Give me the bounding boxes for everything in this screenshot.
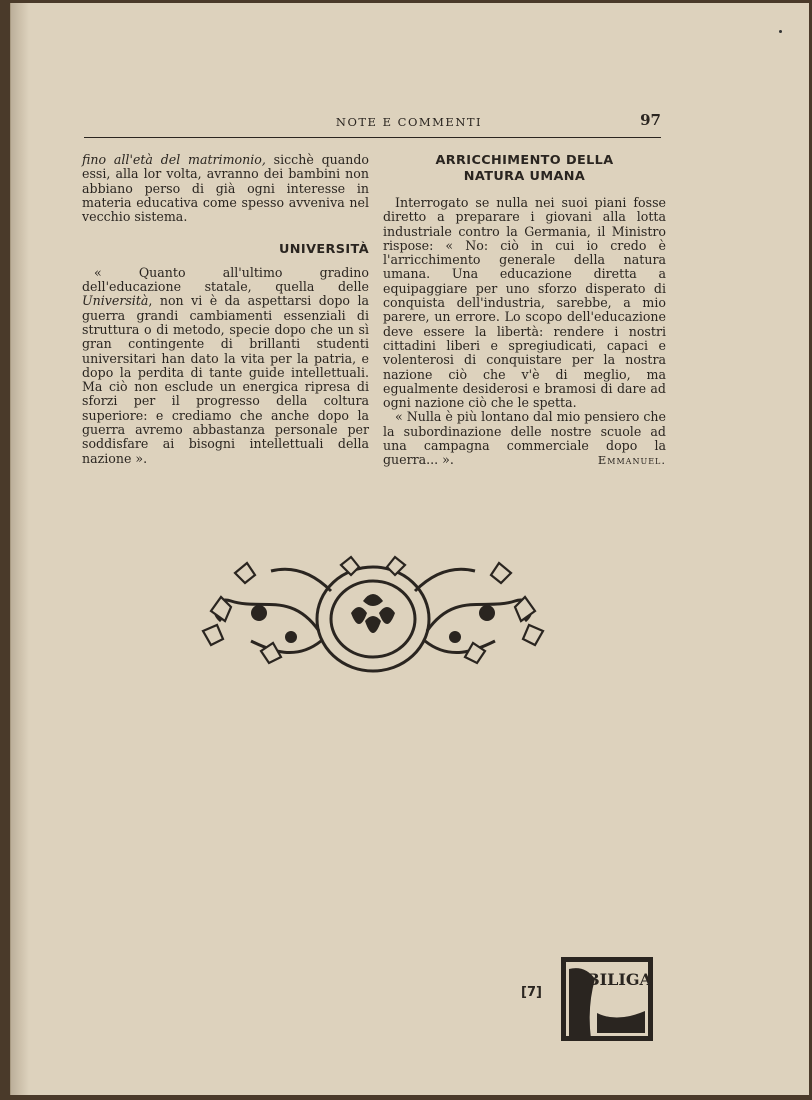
continuation-italic: fino all'età del matrimonio, [82,152,266,167]
section-title-line2: NATURA UMANA [463,169,586,184]
ink-speck [779,30,782,33]
running-head: NOTE E COMMENTI [335,115,483,129]
universita-paragraph [82,266,369,466]
continuation-paragraph [82,153,369,224]
page-header [84,113,661,138]
arricchimento-paragraph-2 [383,410,666,467]
continuation-text: sicchè quando essi, alla lor volta, avranno dei bambini non abbiano perso di già ogni interesse in materia educativa come spesso avveniva nel vecchio sistema. [82,152,370,225]
arricchimento-paragraph-2-text: « Nulla è più lontano dal mio pensiero che la subordinazione delle nostre scuole ad una campagna commerciale dopo la guerra... ». [383,409,666,468]
signature-mark: [7] [521,985,542,1000]
universita-text-italic: Università [82,293,149,309]
ex-libris-lettering: BILIGA [586,970,652,989]
page-number: 97 [640,111,661,129]
left-column [82,153,369,466]
arricchimento-paragraph-1: Interrogato se nulla nei suoi piani fosse diretto a preparare i giovani alla lotta industriale contro la Germania, il Ministro rispose: « No: ciò in cui io credo è l'arricchimento generale della natura umana. Una educazione diretta a equipaggiare per uno sforzo disperato di conquista dell'industria, sarebbe, a mio parere, un errore. Lo scopo dell'educazione deve essere la libertà: rendere i nostri cittadini liberi e spregiudicati, capaci e volenterosi di conquistare per la nostra nazione ciò che v'è di meglio, ma egualmente desiderosi e bramosi di dare ad ogni nazione ciò che le spetta. [383,195,666,411]
author-signature: Emmanuel. [597,453,666,468]
section-title-arricchimento [383,153,666,185]
page-gutter-shadow [11,3,29,1095]
universita-text-start: « Quanto all'ultimo gradino dell'educazione statale, quella delle [82,264,369,295]
section-title-line1: ARRICCHIMENTO DELLA [435,153,614,168]
floral-vignette-icon [191,551,555,683]
right-column [383,153,666,468]
universita-text-end: , non vi è da aspettarsi dopo la guerra grandi cambiamenti essenziali di struttura o di metodo, specie dopo che un sì gran contingente di brillanti studenti universitari han dato la vita per la patria, e dopo la perdita di tante guide intellettuali. Ma ciò non esclude un energica ripresa di sforzi per il progresso della coltura superiore: e crediamo che anche dopo la guerra avremo abbastanza personale per soddisfare ai bisogni intellettuali della nazione ». [82,293,369,466]
section-title-universita: UNIVERSITÀ [279,242,369,258]
library-stamp-icon [557,953,657,1045]
book-page [10,3,809,1095]
